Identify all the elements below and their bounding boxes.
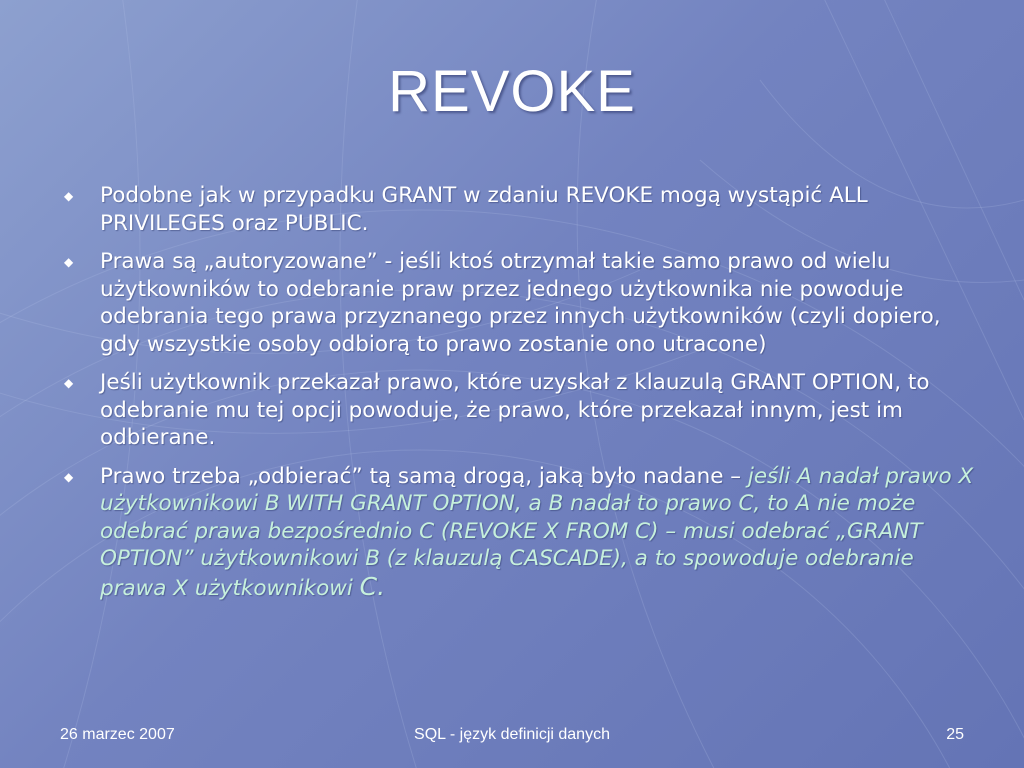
slide-title: REVOKE xyxy=(388,59,636,124)
bullet-text: Jeśli użytkownik przekazał prawo, które uzyskał z klauzulą GRANT OPTION, to odebranie mu tej opcji powoduje, że prawo, które przekazał innym, jest im odbierane. xyxy=(100,370,930,450)
bullet-text: Prawa są „autoryzowane” - jeśli ktoś otrzymał takie samo prawo od wielu użytkowników to odebranie praw przez jednego użytkownika nie powoduje odebrania tego prawa przyznanego przez innych użytkowników (czyli dopiero, gdy wszystkie osoby odbiorą to prawo zostanie ono utracone) xyxy=(100,249,941,357)
bullet-list xyxy=(62,182,974,613)
footer-subject: SQL - język definicji danych xyxy=(414,726,610,743)
footer-date: 26 marzec 2007 xyxy=(60,726,175,743)
diamond-icon: ◆ xyxy=(64,376,74,390)
bullet-text: Podobne jak w przypadku GRANT w zdaniu REVOKE mogą wystąpić ALL PRIVILEGES oraz PUBLIC. xyxy=(100,183,868,236)
bullet-text-plain: Prawo trzeba „odbierać” tą samą drogą, jaką było nadane – xyxy=(100,463,748,489)
bullet-text-accent: jeśli A nadał prawo X użytkownikowi B WITH GRANT OPTION, a B nadał to prawo C, to A nie może odebrać prawa bezpośrednio C (REVOKE X FROM C) – musi odebrać „GRANT OPTION” użytkownikowi B (z klauzulą CASCADE), a to spowoduje odebranie prawa X użytkownikowi xyxy=(100,463,974,601)
bullet-item xyxy=(62,463,974,603)
diamond-icon: ◆ xyxy=(64,255,74,269)
footer-page-number: 25 xyxy=(946,726,964,743)
bullet-item xyxy=(62,182,974,237)
diamond-icon: ◆ xyxy=(64,189,74,203)
diamond-icon: ◆ xyxy=(64,469,74,484)
bullet-text-accent-end: C. xyxy=(359,571,386,601)
bullet-item xyxy=(62,248,974,358)
bullet-text xyxy=(100,463,974,603)
bullet-item xyxy=(62,369,974,452)
